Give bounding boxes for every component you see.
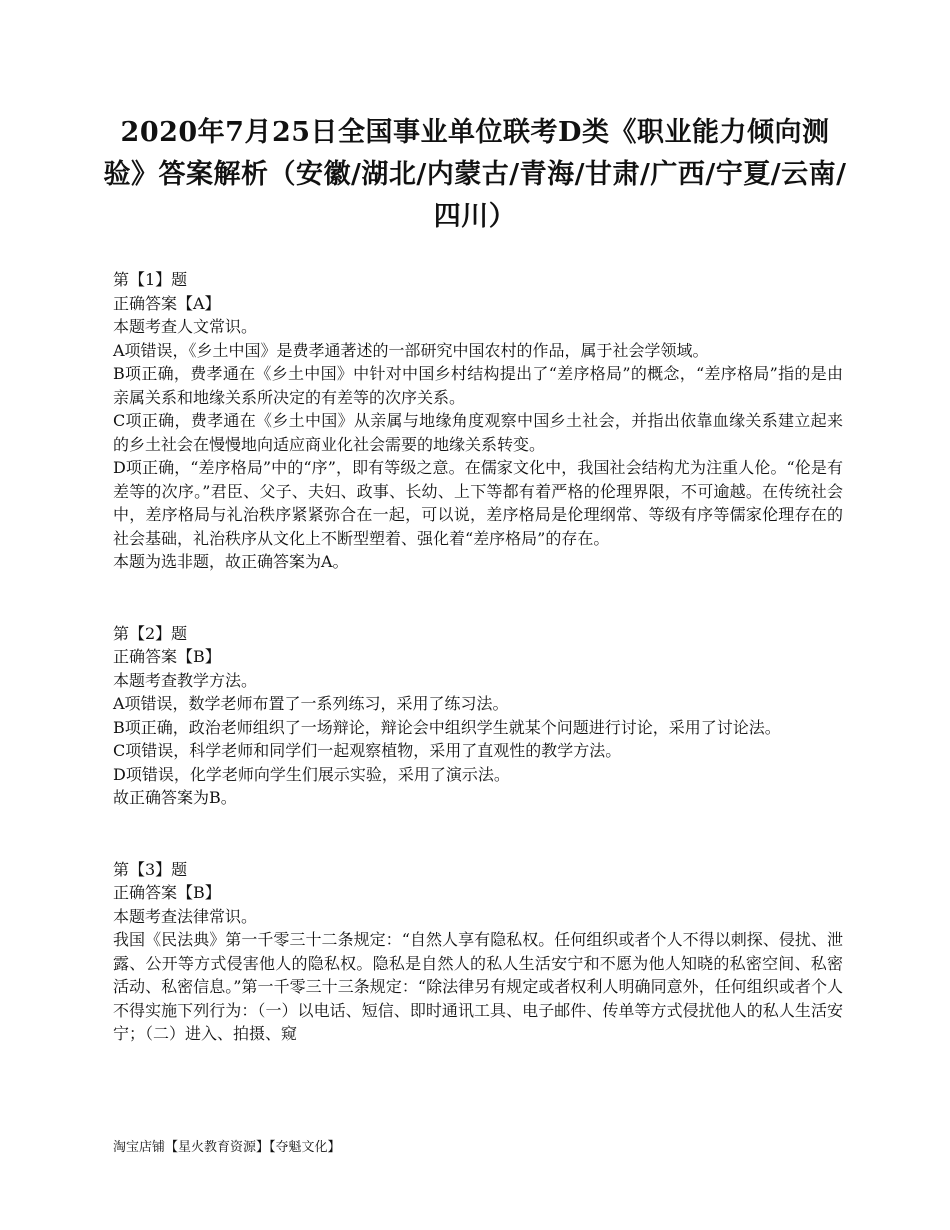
explanation-line: 我国《民法典》第一千零三十二条规定：“自然人享有隐私权。任何组织或者个人不得以刺探、侵扰、泄露、公开等方式侵害他人的隐私权。隐私是自然人的私人生活安宁和不愿为他人知晓的私密空间、私密活动、私密信息。”第一千零三十三条规定：“除法律另有规定或者权利人明确同意外，任何组织或者个人不得实施下列行为：（一）以电话、短信、即时通讯工具、电子邮件、传单等方式侵扰他人的私人生活安宁；（二）进入、拍摄、窥	[113, 930, 843, 1043]
page-footer: 淘宝店铺【星火教育资源】【夺魁文化】	[113, 1140, 341, 1155]
correct-answer: 正确答案【B】	[113, 647, 221, 666]
explanation-line: B项正确，费孝通在《乡土中国》中针对中国乡村结构提出了“差序格局”的概念，“差序格局”指的是由亲属关系和地缘关系所决定的有差等的次序关系。	[113, 364, 843, 407]
answer-content	[113, 268, 843, 1046]
explanation-line: B项正确，政治老师组织了一场辩论，辩论会中组织学生就某个问题进行讨论，采用了讨论法。	[113, 717, 781, 737]
question-heading: 第【1】题	[113, 270, 188, 289]
explanation-line: C项正确，费孝通在《乡土中国》从亲属与地缘角度观察中国乡土社会，并指出依靠血缘关系建立起来的乡土社会在慢慢地向适应商业化社会需要的地缘关系转变。	[113, 411, 843, 454]
question-heading: 第【2】题	[113, 623, 188, 643]
explanation-line: 本题考查法律常识。	[113, 906, 258, 926]
correct-answer: 正确答案【A】	[113, 293, 221, 313]
explanation-line: 本题考查人文常识。	[113, 317, 258, 336]
question-heading: 第【3】题	[113, 859, 188, 879]
explanation-line: A项错误，《乡土中国》是费孝通著述的一部研究中国农村的作品，属于社会学领域。	[113, 340, 709, 360]
correct-answer: 正确答案【B】	[113, 883, 221, 902]
question-3	[113, 858, 843, 1046]
explanation-line: A项错误，数学老师布置了一系列练习，采用了练习法。	[113, 694, 509, 713]
explanation-line: D项正确，“差序格局”中的“序”，即有等级之意。在儒家文化中，我国社会结构尤为注重人伦。“伦是有差等的次序。”君臣、父子、夫妇、政事、长幼、上下等都有着严格的伦理界限，不可逾越。在传统社会中，差序格局与礼治秩序紧紧弥合在一起，可以说，差序格局是伦理纲常、等级有序等儒家伦理存在的社会基础，礼治秩序从文化上不断型塑着、强化着“差序格局”的存在。	[113, 458, 843, 548]
conclusion-line: 故正确答案为B。	[113, 788, 237, 807]
question-1	[113, 268, 843, 574]
document-title: 2020年7月25日全国事业单位联考D类《职业能力倾向测验》答案解析（安徽/湖北/内蒙古/青海/甘肃/广西/宁夏/云南/四川）	[103, 117, 847, 232]
conclusion-line: 本题为选非题，故正确答案为A。	[113, 552, 349, 571]
explanation-line: D项错误，化学老师向学生们展示实验，采用了演示法。	[113, 764, 510, 784]
explanation-line: 本题考查教学方法。	[113, 670, 258, 690]
explanation-line: C项错误，科学老师和同学们一起观察植物，采用了直观性的教学方法。	[113, 741, 622, 760]
question-2	[113, 622, 843, 810]
